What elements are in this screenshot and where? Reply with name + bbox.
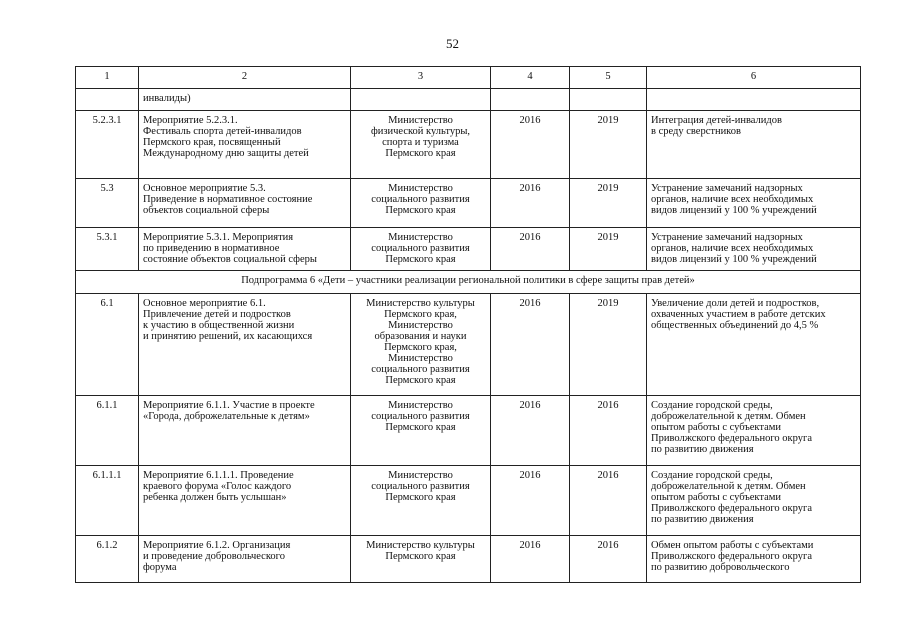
program-table <box>75 66 861 583</box>
continuation-text: инвалиды) <box>143 93 191 104</box>
page-number: 52 <box>446 36 459 51</box>
row-number: 5.3.1 <box>76 228 139 271</box>
row-name: Мероприятие 6.1.1.1. Проведение краевого форума «Голос каждого ребенка должен быть услышан» <box>139 466 351 536</box>
row-end-year: 2016 <box>570 536 647 583</box>
header-row <box>76 67 861 89</box>
row-name: Мероприятие 5.3.1. Мероприятия по приведению в нормативное состояние объектов социальной сферы <box>139 228 351 271</box>
row-name: Мероприятие 6.1.2. Организация и проведение добровольческого форума <box>139 536 351 583</box>
row-result: Увеличение доли детей и подростков, охваченных участием в работе детских общественных объединений до 4,5 % <box>647 294 861 396</box>
subprogram-title: Подпрограмма 6 «Дети – участники реализации региональной политики в сфере защиты прав детей» <box>76 271 861 294</box>
row-executor: Министерство социального развития Пермского края <box>351 228 491 271</box>
row-start-year: 2016 <box>491 536 570 583</box>
table-row <box>76 294 861 396</box>
row-name: Основное мероприятие 6.1. Привлечение детей и подростков к участию в общественной жизни и принятию решений, их касающихся <box>139 294 351 396</box>
row-executor: Министерство социального развития Пермского края <box>351 179 491 228</box>
row-executor: Министерство физической культуры, спорта и туризма Пермского края <box>351 111 491 179</box>
subprogram-row <box>76 271 861 294</box>
table-row <box>76 111 861 179</box>
column-header: 1 <box>76 67 139 89</box>
column-header: 3 <box>351 67 491 89</box>
row-number: 6.1.1.1 <box>76 466 139 536</box>
row-end-year: 2016 <box>570 396 647 466</box>
row-number: 6.1.2 <box>76 536 139 583</box>
table-row <box>76 228 861 271</box>
row-end-year: 2019 <box>570 111 647 179</box>
row-result: Интеграция детей-инвалидов в среду сверстников <box>647 111 861 179</box>
row-start-year: 2016 <box>491 228 570 271</box>
row-number: 5.3 <box>76 179 139 228</box>
row-name: Основное мероприятие 5.3. Приведение в нормативное состояние объектов социальной сферы <box>139 179 351 228</box>
row-result: Создание городской среды, доброжелательной к детям. Обмен опытом работы с субъектами Приволжского федерального округа по развитию движения <box>647 396 861 466</box>
row-result: Устранение замечаний надзорных органов, наличие всех необходимых видов лицензий у 100 % учреждений <box>647 179 861 228</box>
row-end-year: 2019 <box>570 228 647 271</box>
row-number: 5.2.3.1 <box>76 111 139 179</box>
row-executor: Министерство культуры Пермского края, Министерство образования и науки Пермского края, Министерство социального развития Пермского края <box>351 294 491 396</box>
row-start-year: 2016 <box>491 111 570 179</box>
row-start-year: 2016 <box>491 466 570 536</box>
row-end-year: 2019 <box>570 179 647 228</box>
table-row <box>76 179 861 228</box>
column-header: 4 <box>491 67 570 89</box>
row-executor: Министерство культуры Пермского края <box>351 536 491 583</box>
row-start-year: 2016 <box>491 179 570 228</box>
column-header: 5 <box>570 67 647 89</box>
table-row <box>76 466 861 536</box>
table-row <box>76 536 861 583</box>
row-executor: Министерство социального развития Пермского края <box>351 396 491 466</box>
row-name: Мероприятие 6.1.1. Участие в проекте «Города, доброжелательные к детям» <box>139 396 351 466</box>
row-number: 6.1.1 <box>76 396 139 466</box>
continuation-row <box>76 89 861 111</box>
table-row <box>76 396 861 466</box>
row-name: Мероприятие 5.2.3.1. Фестиваль спорта детей-инвалидов Пермского края, посвященный Международному дню защиты детей <box>139 111 351 179</box>
row-number: 6.1 <box>76 294 139 396</box>
row-result: Создание городской среды, доброжелательной к детям. Обмен опытом работы с субъектами Приволжского федерального округа по развитию движения <box>647 466 861 536</box>
row-end-year: 2019 <box>570 294 647 396</box>
row-end-year: 2016 <box>570 466 647 536</box>
column-header: 2 <box>139 67 351 89</box>
row-result: Обмен опытом работы с субъектами Приволжского федерального округа по развитию добровольческого <box>647 536 861 583</box>
row-start-year: 2016 <box>491 396 570 466</box>
column-header: 6 <box>647 67 861 89</box>
row-executor: Министерство социального развития Пермского края <box>351 466 491 536</box>
row-start-year: 2016 <box>491 294 570 396</box>
row-result: Устранение замечаний надзорных органов, наличие всех необходимых видов лицензий у 100 % учреждений <box>647 228 861 271</box>
